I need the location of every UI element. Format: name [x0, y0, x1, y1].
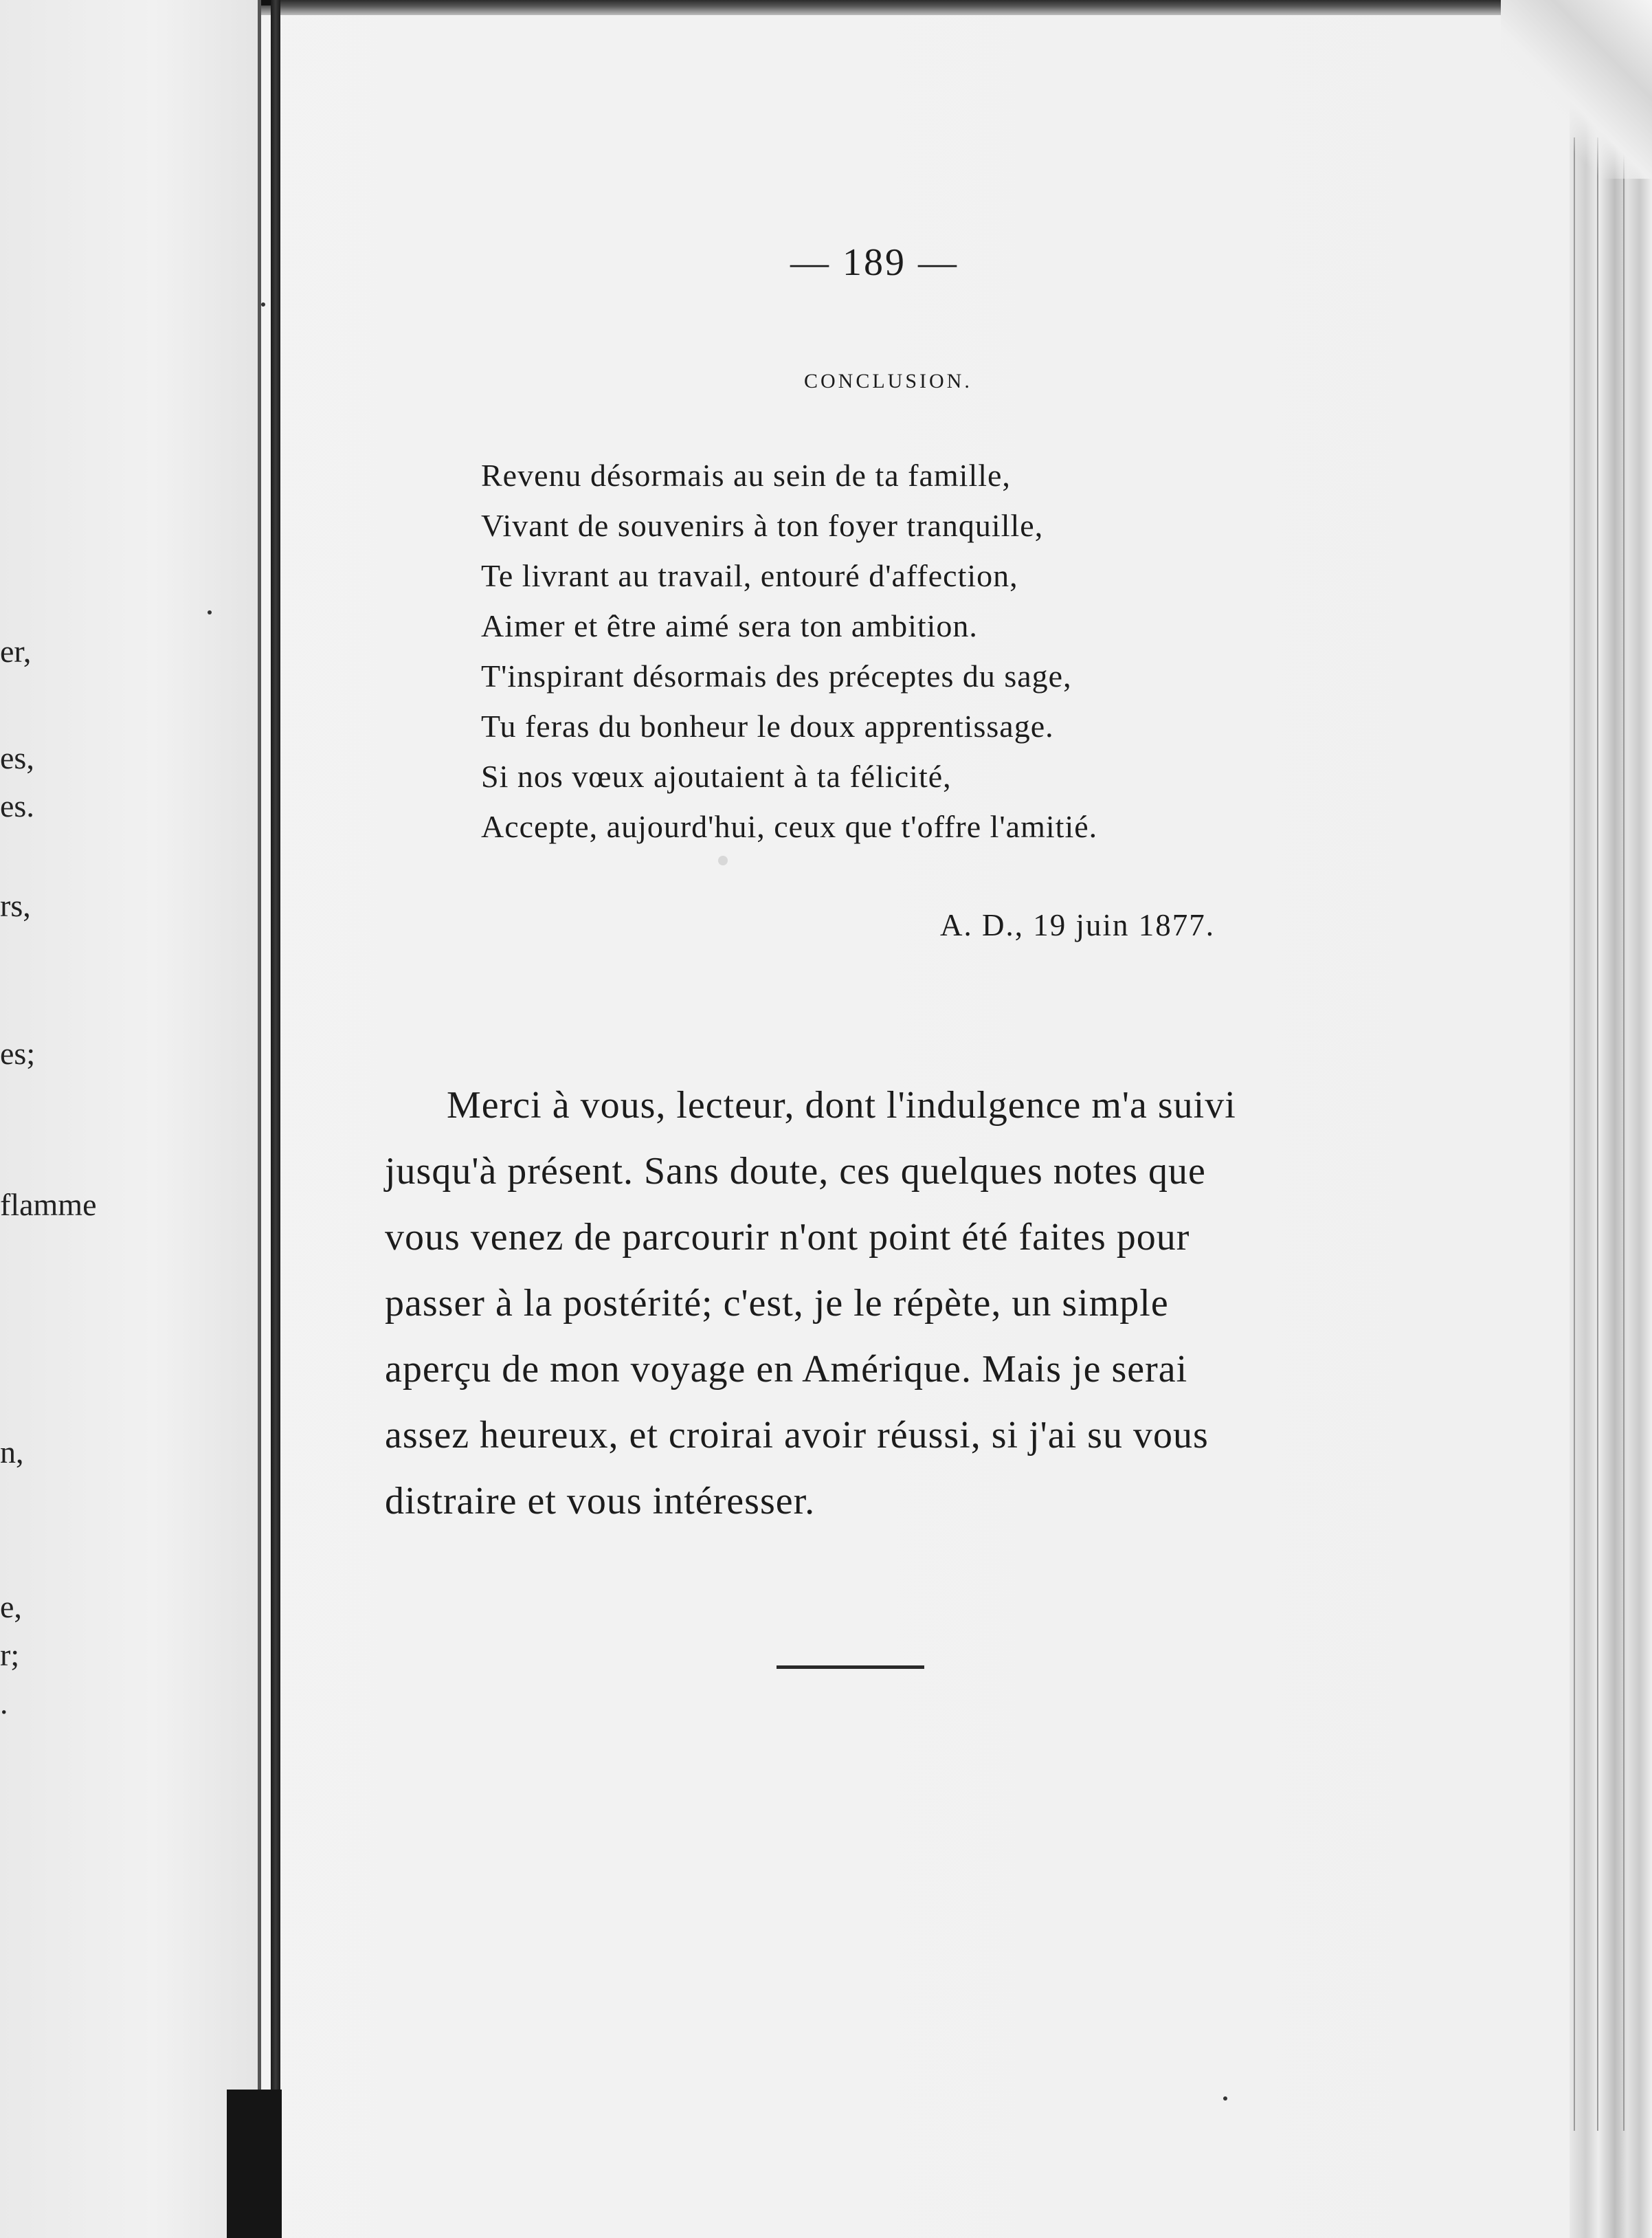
poem-line: Si nos vœux ajoutaient à ta félicité, — [481, 759, 952, 794]
page-leaf-edge — [1574, 137, 1575, 2131]
page-number: — 189 — — [790, 241, 959, 284]
left-page-fragment: rs, — [0, 888, 31, 923]
left-page-fragment: flamme — [0, 1187, 97, 1222]
paragraph-line: distraire et vous intéresser. — [385, 1480, 816, 1522]
left-page-fragment: es; — [0, 1036, 36, 1071]
paragraph-line: vous venez de parcourir n'ont point été faites pour — [385, 1216, 1190, 1259]
page-leaf-edge — [1597, 137, 1598, 2131]
ink-speck — [208, 610, 212, 614]
paragraph-line: Merci à vous, lecteur, dont l'indulgence m'a suivi — [447, 1084, 1236, 1127]
paragraph-line: aperçu de mon voyage en Amérique. Mais je serai — [385, 1348, 1188, 1391]
binding-shadow — [227, 2090, 282, 2238]
paragraph-line: passer à la postérité; c'est, je le répète, un simple — [385, 1282, 1169, 1325]
left-page-fragment: r; — [0, 1637, 20, 1672]
ink-speck — [261, 302, 265, 307]
paragraph-line: assez heureux, et croirai avoir réussi, si j'ai su vous — [385, 1414, 1209, 1456]
page-corner-curl — [1501, 0, 1652, 179]
poem-line: Aimer et être aimé sera ton ambition. — [481, 608, 978, 643]
left-page-fragment: es, — [0, 740, 34, 775]
section-title: CONCLUSION. — [804, 370, 972, 392]
binding-line — [258, 0, 261, 2238]
page-stack-edges — [1570, 0, 1652, 2238]
left-page-fragment: n, — [0, 1434, 24, 1470]
ink-speck — [1223, 2096, 1227, 2101]
poem-line: Te livrant au travail, entouré d'affection, — [481, 558, 1018, 593]
left-page-fragment: e, — [0, 1589, 22, 1624]
page-leaf-edge — [1623, 137, 1625, 2131]
poem-line: Tu feras du bonheur le doux apprentissage. — [481, 709, 1054, 744]
paper-spot — [718, 856, 728, 865]
poem-line: Revenu désormais au sein de ta famille, — [481, 458, 1011, 493]
left-facing-page — [0, 0, 258, 2238]
poem-signature: A. D., 19 juin 1877. — [940, 908, 1215, 942]
poem-line: T'inspirant désormais des préceptes du sage, — [481, 658, 1072, 694]
poem-line: Accepte, aujourd'hui, ceux que t'offre l'amitié. — [481, 809, 1098, 844]
binding-gutter — [271, 0, 280, 2238]
end-rule — [777, 1665, 924, 1669]
left-page-fragment: er, — [0, 634, 32, 669]
left-page-fragment: es. — [0, 788, 34, 823]
left-page-fragment: . — [0, 1685, 8, 1720]
closing-paragraph — [385, 1072, 1333, 1534]
poem — [481, 450, 1097, 852]
paragraph-line: jusqu'à présent. Sans doute, ces quelques notes que — [385, 1150, 1206, 1193]
poem-line: Vivant de souvenirs à ton foyer tranquille, — [481, 508, 1044, 543]
